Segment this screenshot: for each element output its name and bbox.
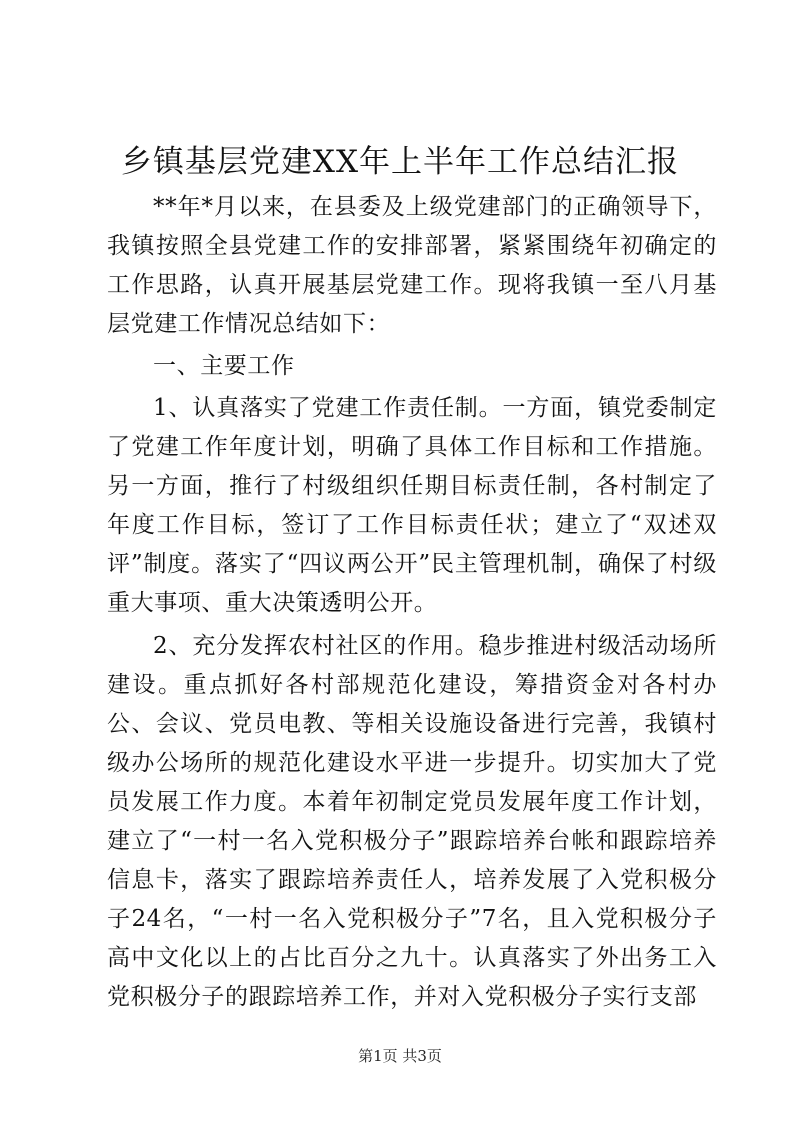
section-heading-main-work: 一、主要工作 <box>153 353 295 379</box>
document-title: 乡镇基层党建XX年上半年工作总结汇报 <box>120 144 680 180</box>
page-footer: 第1页 共3页 <box>358 1047 442 1065</box>
paragraph-item-2: 2、充分发挥农村社区的作用。稳步推进村级活动场所建设。重点抓好各村部规范化建设，筹措资金对各村办公、会议、党员电教、等相关设施设备进行完善，我镇村级办公场所的规范化建设水平进一步提升。切实加大了党员发展工作力度。本着年初制定党员发展年度工作计划，建立了“一村一名入党积极分子”跟踪培养台帐和跟踪培养信息卡，落实了跟踪培养责任人，培养发展了入党积极分子24名，“一村一名入党积极分子”7名，且入党积极分子高中文化以上的占比百分之九十。认真落实了外出务工入党积极分子的跟踪培养工作，并对入党积极分子实行支部 <box>107 633 717 1010</box>
intro-paragraph: **年*月以来，在县委及上级党建部门的正确领导下，我镇按照全县党建工作的安排部署，紧紧围绕年初确定的工作思路，认真开展基层党建工作。现将我镇一至八月基层党建工作情况总结如下： <box>107 194 717 337</box>
document-body <box>107 188 717 1021</box>
paragraph-item-1: 1、认真落实了党建工作责任制。一方面，镇党委制定了党建工作年度计划，明确了具体工作目标和工作措施。另一方面，推行了村级组织任期目标责任制，各村制定了年度工作目标，签订了工作目标责任状；建立了“双述双评”制度。落实了“四议两公开”民主管理机制，确保了村级重大事项、重大决策透明公开。 <box>107 395 717 616</box>
